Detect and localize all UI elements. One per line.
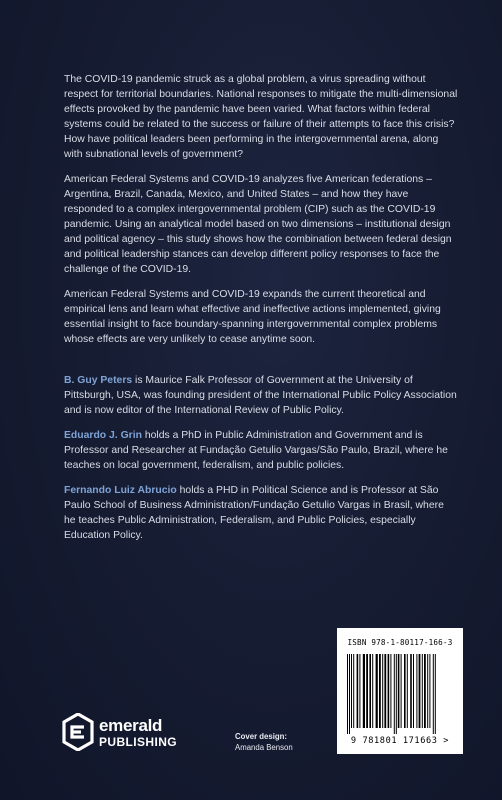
- barcode-bar: [407, 654, 408, 728]
- barcode-bar: [427, 654, 428, 728]
- barcode-bar: [396, 654, 397, 734]
- barcode-bar: [401, 654, 402, 728]
- barcode-bar: [416, 654, 417, 728]
- barcode-bar: [424, 654, 426, 728]
- barcode-bar: [353, 654, 354, 728]
- barcode-bar: [379, 654, 381, 728]
- author-name: B. Guy Peters: [64, 375, 133, 386]
- author-name: Eduardo J. Grin: [64, 430, 142, 441]
- author-bio-peters: [64, 373, 458, 418]
- blurb-paragraph-3: American Federal Systems and COVID-19 expands the current theoretical and empirical lens and learn what effective and ineffective actions implemented, giving essential insight to face boundary-spanning intergovernmental complex problems whose effects are very unlikely to cease anytime soon.: [64, 289, 441, 345]
- blurb-section: [64, 72, 458, 357]
- isbn-label: ISBN 978-1-80117-166-3: [347, 638, 453, 647]
- publisher-logo: [62, 713, 212, 753]
- barcode-bar: [384, 654, 386, 728]
- author-bio-text: holds a PHD in Political Science and is Professor at São Paulo School of Business Administration/Fundação Getulio Vargas in Brasil, where he teaches Public Administration, Federalism, and Public Policies, especially Education Policy.: [64, 485, 444, 541]
- barcode-bar: [369, 654, 371, 728]
- publisher-subname: PUBLISHING: [99, 735, 178, 749]
- barcode-digits: 9 781801 171663 >: [350, 736, 450, 746]
- barcode-bar: [359, 654, 360, 728]
- barcode-bar: [372, 654, 373, 728]
- barcode-bar: [357, 654, 359, 728]
- credit-designer: Amanda Benson: [235, 743, 293, 752]
- barcode-bar: [429, 654, 430, 728]
- publisher-name: emerald: [99, 716, 163, 735]
- barcode-bar: [382, 654, 383, 728]
- barcode-bars: [345, 654, 455, 734]
- barcode-bar: [413, 654, 414, 728]
- emerald-logo-icon: [62, 713, 94, 751]
- barcode-bar: [398, 654, 400, 728]
- barcode-bar: [347, 654, 348, 734]
- author-bios: [64, 373, 458, 553]
- blurb-paragraph-2: American Federal Systems and COVID-19 analyzes five American federations – Argentina, Brazil, Canada, Mexico, and United States – and how they have responded to a complex intergovernmental problem (CIP) such as the COVID-19 pandemic. Using an analytical model based on two dimensions – institutional design and political agency – this study shows how the combination between federal design and political leadership stances can develop different policy responses to face the challenge of the COVID-19.: [64, 174, 452, 275]
- barcode-bar: [376, 654, 378, 728]
- author-bio-abrucio: [64, 483, 458, 543]
- cover-design-credit: [235, 731, 335, 753]
- barcode-bar: [435, 654, 436, 734]
- author-bio-text: is Maurice Falk Professor of Government at the University of Pittsburgh, USA, was founding president of the International Public Policy Association and is now editor of the International Review of Public Policy.: [64, 375, 457, 416]
- author-bio-text: holds a PhD in Public Administration and Government and is Professor and Researcher at Fundação Getulio Vargas/São Paulo, Brazil, where he teaches on local government, federalism, and public policies.: [64, 430, 448, 471]
- author-name: Fernando Luiz Abrucio: [64, 485, 177, 496]
- author-bio-grin: [64, 428, 458, 473]
- barcode-bar: [410, 654, 412, 728]
- barcode-bar: [351, 654, 352, 728]
- isbn-barcode: [337, 628, 463, 754]
- barcode-bar: [404, 654, 406, 728]
- barcode-bar: [419, 654, 421, 728]
- barcode-bar: [363, 654, 365, 728]
- barcode-bar: [388, 654, 390, 728]
- barcode-bar: [349, 654, 350, 734]
- barcode-bar: [366, 654, 368, 728]
- credit-label: Cover design:: [235, 732, 287, 741]
- blurb-paragraph-1: The COVID-19 pandemic struck as a global problem, a virus spreading without respect for territorial boundaries. National responses to mitigate the multi-dimensional effects provoked by the pandemic have been varied. What factors within federal systems could be related to the success or failure of their attempts to face this crisis? How have political leaders been performing in the intergovernmental arena, along with subnational levels of government?: [64, 74, 458, 160]
- barcode-bar: [394, 654, 395, 734]
- barcode-bar: [422, 654, 423, 728]
- barcode-bar: [433, 654, 434, 734]
- barcode-bar: [390, 654, 391, 728]
